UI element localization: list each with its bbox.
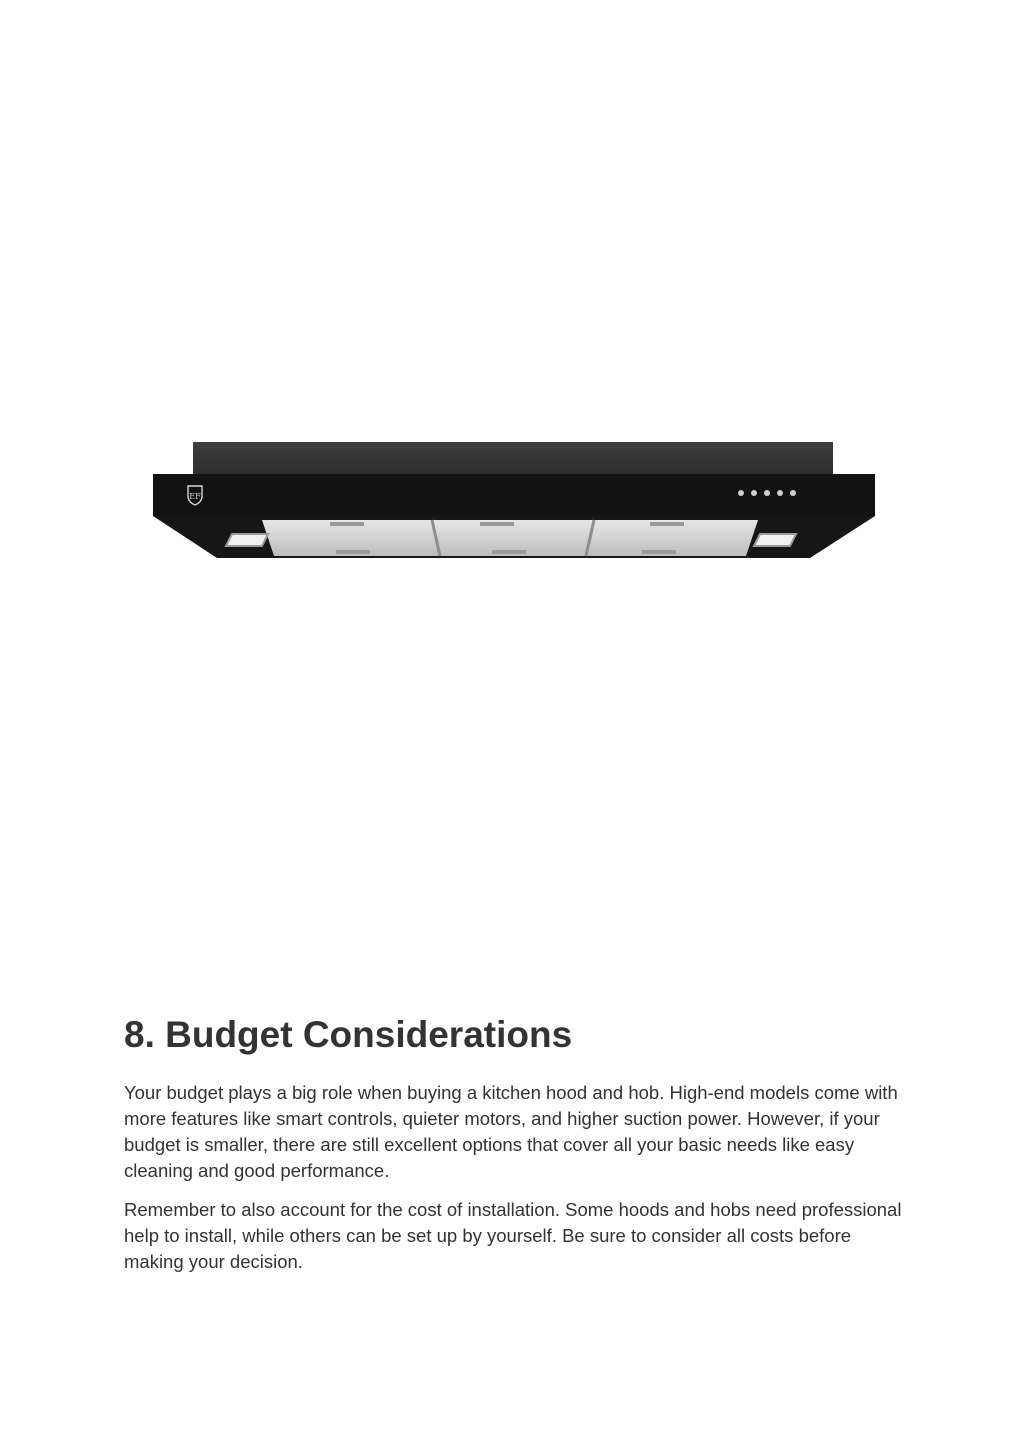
section-paragraph: Your budget plays a big role when buying a kitchen hood and hob. High-end models come with more features like smart controls, quieter motors, and higher suction power. However, if your budget is smaller, there are still excellent options that cover all your basic needs like easy cleaning and good performance. [124,1082,898,1181]
range-hood-image [150,438,878,562]
section-paragraph: Remember to also account for the cost of installation. Some hoods and hobs need professional help to install, while others can be set up by yourself. Be sure to consider all costs before making your decision. [124,1199,902,1272]
budget-section [124,1012,914,1288]
svg-text:EF: EF [189,492,201,501]
section-heading: 8. Budget Considerations [124,1014,573,1055]
